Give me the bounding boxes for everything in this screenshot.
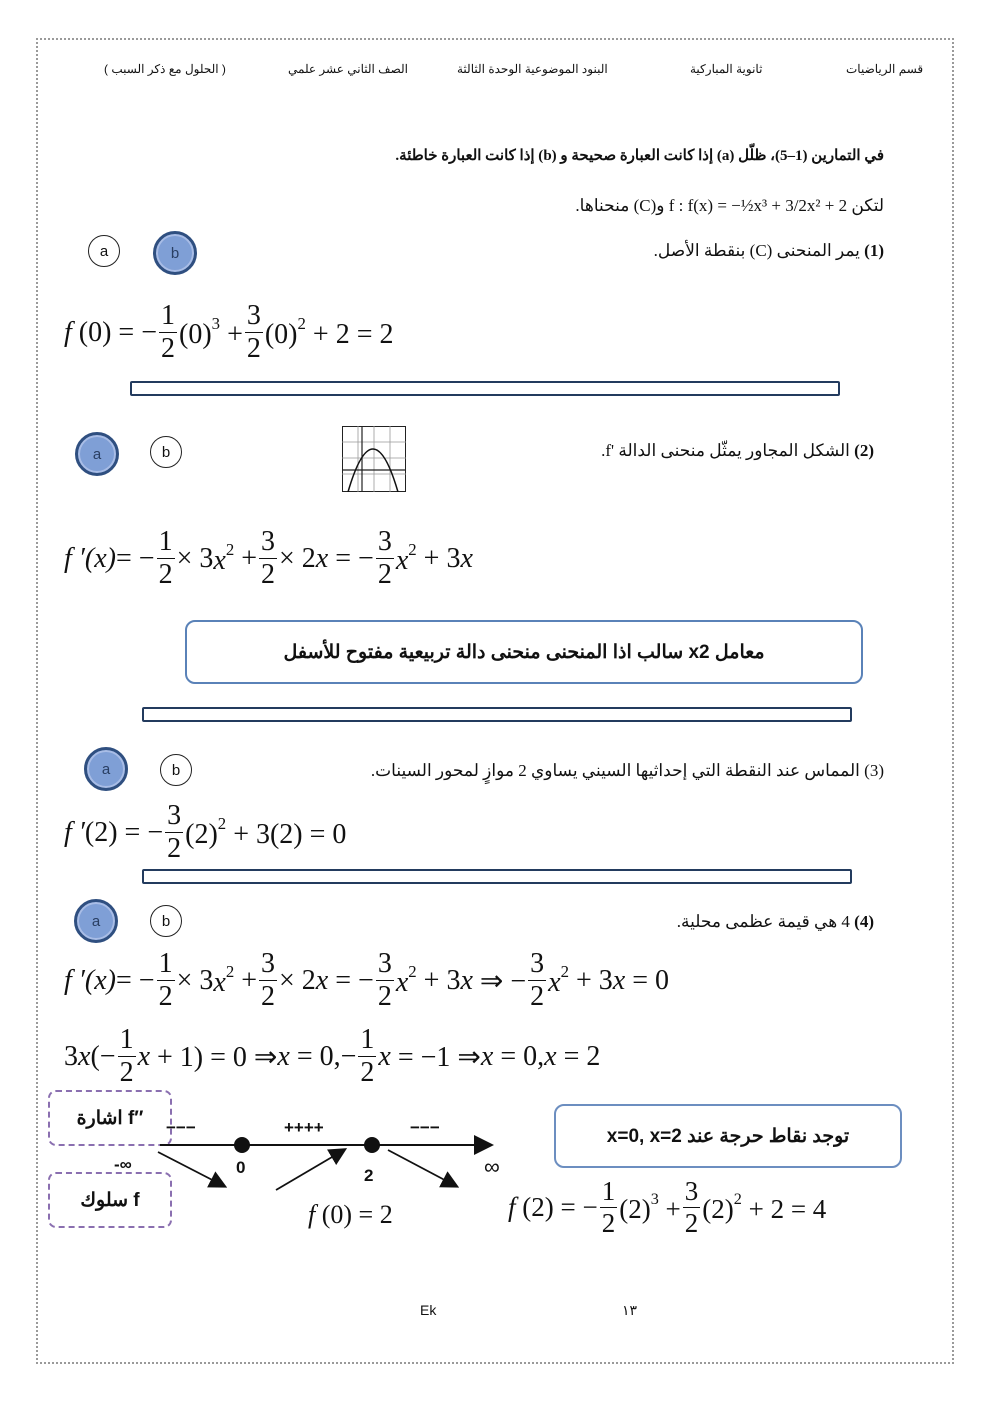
- footer-author: Ek: [420, 1302, 437, 1318]
- q2-note-box: معامل x2 سالب اذا المنحنى منحنى دالة تربيعية مفتوح للأسفل: [185, 620, 863, 684]
- q4-option-b[interactable]: b: [150, 905, 182, 937]
- header-unit: البنود الموضوعية الوحدة الثالثة: [457, 62, 608, 76]
- header-note: ( الحلول مع ذكر السبب ): [104, 62, 226, 76]
- q1-work: f (0) = − $\frac{1}{2}$ $(0)^3$ + $\frac{3}{2}$ $(0)^2 + 2 = 2$: [64, 300, 394, 364]
- q1-separator: [130, 381, 840, 396]
- header-school: ثانوية المباركية: [690, 62, 763, 76]
- sign-neg-1: −−−: [166, 1118, 196, 1137]
- critical-points-box: توجد نقاط حرجة عند x=0, x=2: [554, 1104, 902, 1168]
- q4-work-line2: 3 x (− $\frac{1}{2}$ x + 1) = 0 ⇒ x = 0,− $\frac{1}{2}$ x = −1 ⇒ x = 0, x = 2: [64, 1024, 601, 1088]
- decreasing-arrow-2: [388, 1150, 456, 1186]
- behavior-label-box: سلوك f: [48, 1172, 172, 1228]
- graph-thumbnail-icon: [342, 426, 406, 492]
- increasing-arrow: [276, 1150, 344, 1190]
- header-grade: الصف الثاني عشر علمي: [288, 62, 408, 76]
- footer-page-number: ١٣: [622, 1302, 638, 1318]
- q4-work-line1: f ′(x) = − $\frac{1}{2}$ × 3 $x^2$ + $\frac{3}{2}$ × 2 x = − $\frac{3}{2}$ $x^2$ + 3 x ⇒ − $\frac{3}{2}$ $x^2$ + 3 x = 0: [64, 948, 670, 1012]
- instructions: في التمارين (1–5)، ظلّل (a) إذا كانت العبارة صحيحة و (b) إذا كانت العبارة خاطئة.: [395, 148, 884, 164]
- q3-separator: [142, 869, 852, 884]
- sign-label-box: اشارة f″: [48, 1090, 172, 1146]
- q2-text: (2) الشكل المجاور يمثّل منحنى الدالة 'f.: [601, 441, 874, 460]
- q1-option-a[interactable]: a: [88, 235, 120, 267]
- critical-point-0: [234, 1137, 250, 1153]
- q1-option-b[interactable]: b: [153, 231, 197, 275]
- q4-option-a[interactable]: a: [74, 899, 118, 943]
- sign-chart-diagram: [150, 1130, 500, 1200]
- critical-point-2: [364, 1137, 380, 1153]
- point-2-label: 2: [364, 1166, 374, 1185]
- q3-option-a[interactable]: a: [84, 747, 128, 791]
- f2-value: f (2) = − $\frac{1}{2}$ $(2)^3$ + $\frac{3}{2}$ $(2)^2 + 2 = 4$: [508, 1176, 827, 1238]
- point-0-label: 0: [236, 1158, 246, 1177]
- neg-infinity: -∞: [114, 1155, 132, 1174]
- sign-neg-2: −−−: [410, 1118, 440, 1137]
- decreasing-arrow-1: [158, 1152, 224, 1186]
- function-intro: لتكن f : f(x) = −½x³ + 3/2x² + 2 و(C) منحناها.: [575, 196, 884, 215]
- q2-separator: [142, 707, 852, 722]
- q3-work: f ′ (2) = − $\frac{3}{2}$ $(2)^2 + 3(2) = 0$: [64, 800, 347, 864]
- q3-text: (3) المماس عند النقطة التي إحداثيها السيني يساوي 2 موازٍ لمحور السينات.: [370, 761, 884, 780]
- q2-option-b[interactable]: b: [150, 436, 182, 468]
- pos-infinity: ∞: [484, 1154, 500, 1179]
- f0-value: f (0) = 2: [308, 1200, 393, 1229]
- sign-pos: ++++: [284, 1118, 324, 1137]
- q1-text: (1) يمر المنحنى (C) بنقطة الأصل.: [653, 241, 884, 260]
- q3-option-b[interactable]: b: [160, 754, 192, 786]
- q2-work: f ′(x) = − $\frac{1}{2}$ × 3 $x^2$ + $\frac{3}{2}$ × 2 x = − $\frac{3}{2}$ $x^2$ + 3 x: [64, 526, 473, 590]
- header-department: قسم الرياضيات: [846, 62, 924, 76]
- q4-text: (4) 4 هي قيمة عظمى محلية.: [676, 912, 874, 931]
- q2-option-a[interactable]: a: [75, 432, 119, 476]
